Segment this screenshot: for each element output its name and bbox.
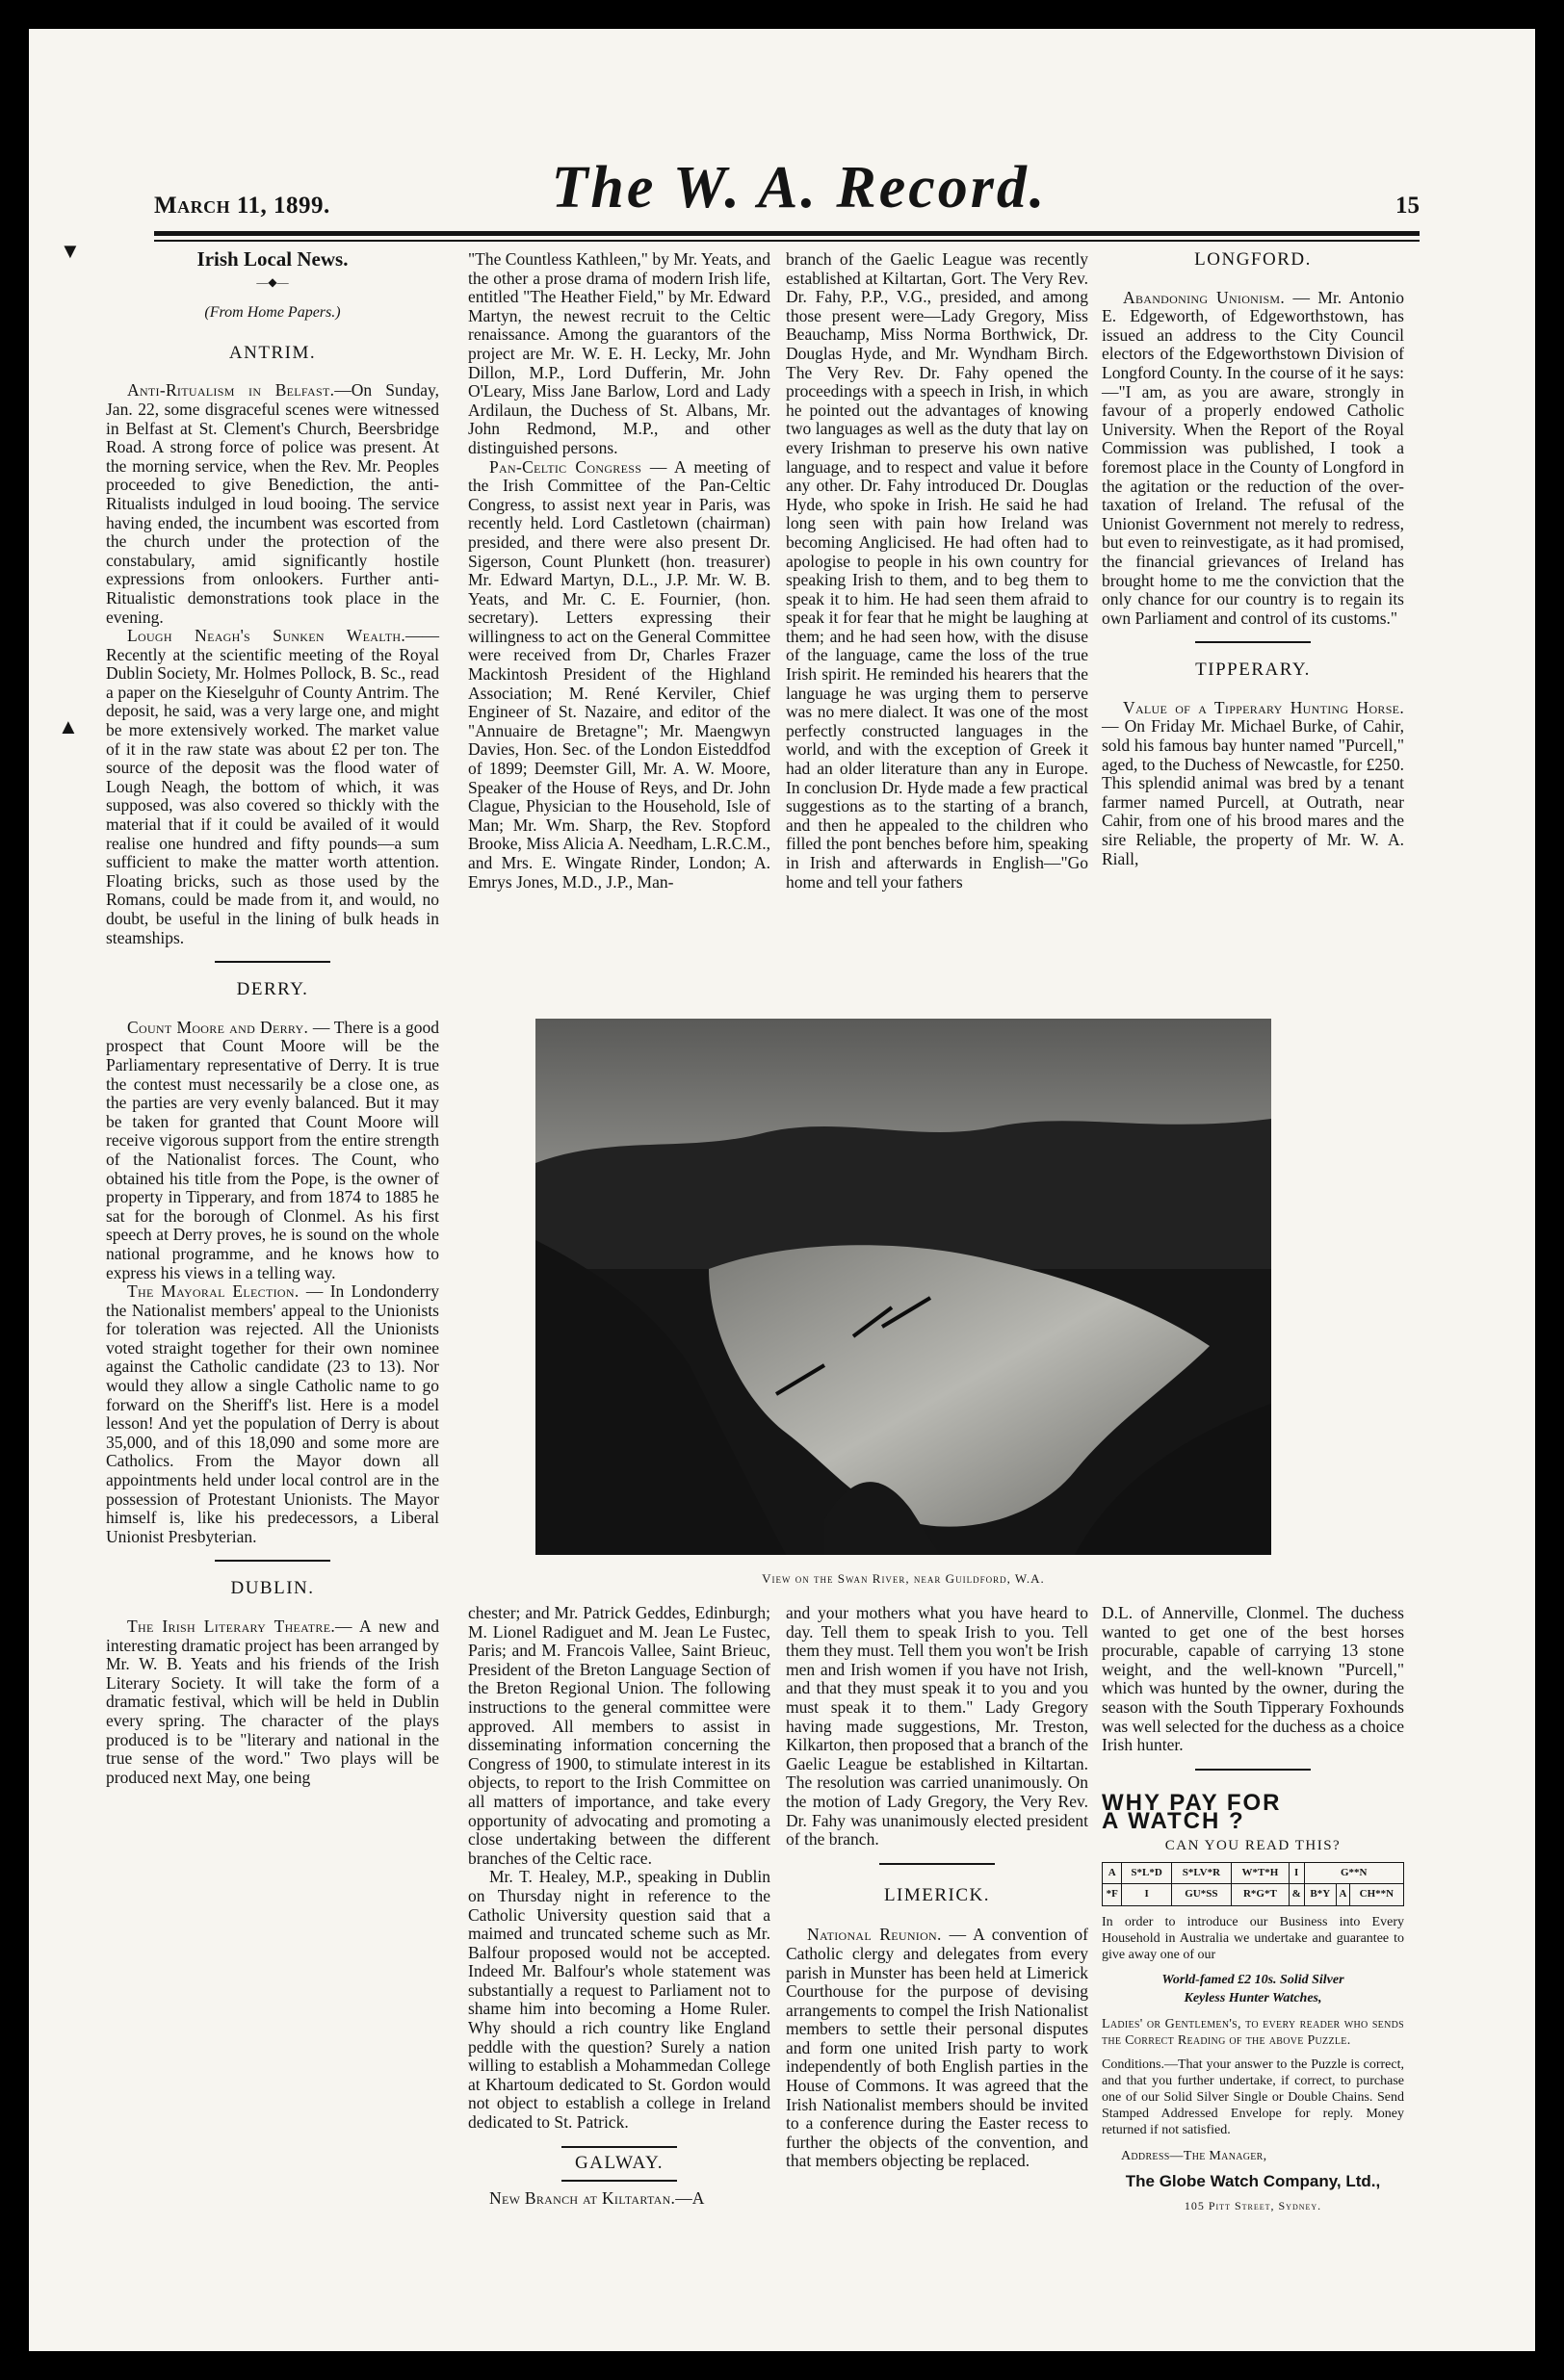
article-tipperary-horse bbox=[1102, 699, 1404, 868]
advert-street-address: 105 Pitt Street, Sydney. bbox=[1184, 2198, 1322, 2212]
article-body: ——Recently at the scientific meeting of the Royal Dublin Society, Mr. Holmes Pollock, B. Sc., read a paper on the Kieselguhr of County Antrim. The deposit, he said, was a very large one, and might be more extensively worked. The market value of it in the raw state was about £2 per ton. The source of the deposit was the flood water of Lough Neagh, the bottom of which, it was supposed, was also covered so thickly with the material that if it could be availed of it would realise one hundred and fifty pounds—a sum sufficient to make the matter worth attention. Floating bricks, such as those used by the Romans, could be made from it, and would, no doubt, be useful in the lining of bulk heads in steamships. bbox=[106, 626, 439, 947]
masthead-rule-thin bbox=[154, 240, 1420, 242]
section-divider bbox=[215, 961, 330, 963]
puzzle-cell: *F bbox=[1103, 1884, 1122, 1906]
margin-mark-middle: ▲ bbox=[58, 714, 79, 738]
section-title-dublin: DUBLIN. bbox=[230, 1578, 315, 1599]
column-2-top bbox=[468, 250, 770, 892]
source-note: (From Home Papers.) bbox=[204, 304, 341, 322]
section-title-galway: GALWAY. bbox=[575, 2152, 664, 2173]
article-continuation: chester; and Mr. Patrick Geddes, Edinburgh; M. Lionel Radiguet and M. Jean Le Fustec, Paris; and M. Francois Vallee, Saint Brieuc, President of the Breton Language Section of the Breton Regional Union. The following instructions to the general committee were approved. All members to assist in disseminating information concerning the Congress of 1900, to stimulate interest in its objects, to report to the Irish Committee on all matters of importance, and take every opportunity of advocating and promoting a close undertaking between the different branches of the Celtic race. bbox=[468, 1603, 770, 1868]
article-mayoral-election bbox=[106, 1282, 439, 1546]
column-4-bottom bbox=[1102, 1604, 1404, 2215]
article-lough-neagh bbox=[106, 627, 439, 947]
article-gaelic-league-branch: branch of the Gaelic League was recently established at Kiltartan, Gort. The Very Rev. Dr. Fahy, P.P., V.G., presided, and among those present were—Lady Gregory, Miss Beauchamp, Miss Norma Borthwick, Dr. Douglas Hyde, and Mr. Wyndham Birch. The Very Rev. Dr. Fahy opened the proceedings with a speech in Irish, in which he pointed out the advantages of knowing two languages as well as the duty that lay on every Irishman to preserve his own native language, and to respect and value it before any other. Dr. Fahy introduced Dr. Douglas Hyde, who spoke in Irish. He said he had long seen with pain how Ireland was becoming Anglicised. He had often had to apologise to people in his own country for speaking Irish to them, and to beg them to speak it to him. He had seen them afraid to speak it for fear that he might be laughing at them; and he had seen how, with the disuse of the language, came the loss of the true Irish spirit. He reminded his hearers that the language he was urging them to perserve was no mere dialect. It was one of the most perfectly constructed languages in the world, and with the exception of Greek it had an older literature than any in Europe. In conclusion Dr. Hyde made a few practical suggestions as to the starting of a branch, and then he appealed to the children who filled the pont benches before him, speaking in Irish and afterwards in English—"Go home and tell your fathers bbox=[786, 249, 1088, 892]
section-title-antrim: ANTRIM. bbox=[228, 342, 317, 363]
article-body: — There is a good prospect that Count Moore will be the Parliamentary representative of Derry. It is true the contest must necessarily be a close one, as the parties are very evenly balanced. But it may be taken for granted that Count Moore will receive vigorous support from the entire strength of the Nationalist forces. The Count, who obtained his title from the Pope, is the owner of property in Tipperary, and from 1874 to 1885 he sat for the borough of Clonmel. As his first speech at Derry proves, he is sound on the whole national programme, and he knows how to express his views in a telling way. bbox=[106, 1017, 439, 1282]
section-divider bbox=[1195, 641, 1311, 643]
masthead bbox=[154, 154, 1420, 231]
column-1 bbox=[106, 247, 439, 1787]
article-body: — In Londonderry the Nationalist members' appeal to the Unionists for toleration was rejected. All the Unionists voted straight together for their own nominee against the Catholic candidate (23 to 13). Nor would they allow a single Catholic name to go forward on the Sheriff's list. Here is a model lesson! And yet the population of Derry is about 35,000, and of this 18,090 and some more are Catholics. From the Mayor down all appointments held under local control are in the possession of Protestant Unionists. The Mayor himself is, like his predecessors, a Liberal Unionist Presbyterian. bbox=[106, 1281, 439, 1546]
section-heading-irish-local-news: Irish Local News. bbox=[196, 247, 349, 271]
puzzle-cell: I bbox=[1122, 1884, 1171, 1906]
article-body: —A bbox=[675, 2188, 705, 2209]
article-body: — A convention of Catholic clergy and delegates from every parish in Munster has been held at Limerick Courthouse for the purpose of devising arrangements to compel the Irish Nationalist members to settle their personal disputes and form one united Irish party to work independently of both English parties in the House of Commons. It was agreed that the Irish Nationalist members should be invited to a conference during the Easter recess to further the objects of the convention, and that members objecting be replaced. bbox=[786, 1925, 1088, 2171]
article-abandoning-unionism bbox=[1102, 289, 1404, 629]
puzzle-cell: W*T*H bbox=[1231, 1862, 1289, 1884]
advert-puzzle-prompt: CAN YOU READ THIS? bbox=[1164, 1837, 1342, 1853]
article-body: — A new and interesting dramatic project has been arranged by Mr. W. B. Yeats and his friends of the Irish Literary Society. It will take the form of a dramatic festival, which will be held in Dublin every spring. The character of the plays produced is to be "literary and national in the true sense of the word." Two plays will be produced next May, one being bbox=[106, 1617, 439, 1787]
section-divider bbox=[561, 2180, 677, 2182]
advert-conditions: Conditions.—That your answer to the Puzzle is correct, and that you further undertake, if correct, to purchase one of our Solid Silver Single or Double Chains. Send Stamped Addressed Envelope for reply. Money returned if not satisfied. bbox=[1102, 2057, 1404, 2137]
article-body: — On Friday Mr. Michael Burke, of Cahir, sold his famous bay hunter named "Purcell," aged, to the Duchess of Newcastle, for £250. This splendid animal was bred by a tenant farmer named Purcell, at Outrath, near Cahir, from one of his brood mares and the sire Reliable, the property of Mr. W. A. Riall, bbox=[1102, 716, 1404, 868]
article-pan-celtic-congress bbox=[468, 458, 770, 892]
advert-offer-line-2: Keyless Hunter Watches, bbox=[1184, 1991, 1322, 2006]
article-continuation: "The Countless Kathleen," by Mr. Yeats, and the other a prose drama of modern Irish life, entitled "The Heather Field," by Mr. Edward Martyn, the newest recruit to the Celtic renaissance. Among the guarantors of the project are Mr. W. E. H. Lecky, Mr. John Dillon, M.P., Lord Dufferin, Mr. John O'Leary, Miss Jane Barlow, Lord and Lady Ardilaun, the Duchess of St. Albans, Mr. John Redmond, M.P., and other distinguished persons. bbox=[468, 249, 770, 457]
article-national-reunion bbox=[786, 1926, 1088, 2171]
page-number: 15 bbox=[1395, 193, 1420, 219]
advert-offer-line-1: World-famed £2 10s. Solid Silver bbox=[1161, 1972, 1344, 1987]
section-title-longford: LONGFORD. bbox=[1194, 249, 1312, 270]
section-divider bbox=[215, 1560, 330, 1562]
margin-mark-top: ▼ bbox=[60, 239, 81, 263]
article-lead: National Reunion. bbox=[807, 1925, 942, 1945]
puzzle-cell: G**N bbox=[1304, 1862, 1404, 1884]
article-body: —On Sunday, Jan. 22, some disgraceful scenes were witnessed in Belfast at St. Clement's Church, Beersbridge Road. A strong force of police was present. At the morning service, when the Rev. Mr. Peoples proceeded to give Benediction, the anti-Ritualists indulged in loud booing. The service having ended, the incumbent was escorted from the church under the protection of the constabulary, amid significantly hostile expressions from onlookers. Further anti-Ritualistic demonstrations took place in the evening. bbox=[106, 380, 439, 627]
puzzle-cell: A bbox=[1337, 1884, 1350, 1906]
river-landscape-image bbox=[535, 1019, 1271, 1555]
puzzle-cell: GU*SS bbox=[1171, 1884, 1231, 1906]
article-body: — A meeting of the Irish Committee of the Pan-Celtic Congress, to assist next year in Paris, was recently held. Lord Castletown (chairman) presided, and there were also present Dr. Sigerson, Count Plunkett (hon. treasurer) Mr. Edward Martyn, D.L., J.P. Mr. W. B. Yeats, and Mr. C. E. Fournier, (hon. secretary). Letters expressing their willingness to act on the General Committee were received from Dr, Charles Frazer Mackintosh President of the Highland Association; M. René Kerviler, Chief Engineer of St. Nazaire, and editor of the "Annuaire de Bretagne"; Mr. Maengwyn Davies, Hon. Sec. of the London Eisteddfod of 1899; Deemster Gill, Mr. A. W. Moore, Speaker of the House of Reys, and Dr. John Clague, Physician to the Household, Isle of Man; Mr. Wm. Sharp, the Rev. Stopford Brooke, Miss Alicia A. Needham, L.R.C.M., and Mrs. E. Wingate Rinder, London; A. Emrys Jones, M.D., J.P., Man- bbox=[468, 456, 770, 892]
article-lead: New Branch at Kiltartan. bbox=[489, 2188, 676, 2209]
article-continuation: and your mothers what you have heard to day. Tell them to speak Irish to you. Tell them they must. Tell them you won't be Irish men and Irish women if you have not Irish, and that they must speak it to you and you must speak it to them." Lady Gregory having made suggestions, Mr. Treston, Kilkarton, then proposed that a branch of the Gaelic League be established in Kiltartan. The resolution was carried unanimously. On the motion of Lady Gregory, the Very Rev. Dr. Fahy was unanimously elected president of the branch. bbox=[786, 1603, 1088, 1850]
article-lead: Abandoning Unionism. bbox=[1123, 287, 1286, 307]
article-lead: Pan-Celtic Congress bbox=[489, 456, 642, 477]
puzzle-cell: R*G*T bbox=[1231, 1884, 1289, 1906]
photo-caption: View on the Swan River, near Guildford, W.A. bbox=[762, 1571, 1045, 1586]
puzzle-cell: I bbox=[1289, 1862, 1304, 1884]
section-divider bbox=[879, 1863, 995, 1865]
article-lead: Count Moore and Derry. bbox=[127, 1017, 309, 1037]
article-irish-literary-theatre bbox=[106, 1617, 439, 1787]
article-new-branch-kiltartan bbox=[468, 2189, 770, 2209]
column-3-bottom bbox=[786, 1604, 1088, 2171]
puzzle-cell: S*LV*R bbox=[1171, 1862, 1231, 1884]
column-4-top bbox=[1102, 250, 1404, 868]
advert-intro: In order to introduce our Business into Every Household in Australia we undertake and guarantee to give away one of our bbox=[1102, 1914, 1404, 1962]
puzzle-row bbox=[1103, 1862, 1404, 1884]
ornament-diamond-icon: —◆— bbox=[256, 274, 289, 289]
swan-river-photograph bbox=[535, 1019, 1271, 1555]
section-divider bbox=[1195, 1769, 1311, 1771]
section-title-derry: DERRY. bbox=[236, 979, 309, 1000]
article-lead: The Mayoral Election. bbox=[127, 1281, 300, 1302]
article-lead: The Irish Literary Theatre. bbox=[127, 1617, 336, 1636]
article-lead: Anti-Ritualism in Belfast. bbox=[127, 380, 335, 401]
issue-date: March 11, 1899. bbox=[154, 193, 330, 219]
puzzle-cell: A bbox=[1103, 1862, 1122, 1884]
article-healey-speech: Mr. T. Healey, M.P., speaking in Dublin on Thursday night in reference to the Catholic University question said that a maimed and truncated scheme such as Mr. Balfour proposed would not be accepted. Indeed Mr. Balfour's whole statement was substantially a request to Parliament not to shame him into becoming a Home Ruler. Why should a rich country like England peddle with the question? Surely a nation willing to establish a Mohammedan College at Khartoum dedicated to St. Gordon would not object to establish a college in Ireland dedicated to St. Patrick. bbox=[468, 1867, 770, 2133]
column-3-top bbox=[786, 250, 1088, 892]
advert-title-line-2: A WATCH ? bbox=[1102, 1808, 1245, 1835]
puzzle-row bbox=[1103, 1884, 1404, 1906]
masthead-rule bbox=[154, 231, 1420, 236]
watch-advertisement bbox=[1102, 1789, 1404, 2215]
advert-address-label: Address—The Manager, bbox=[1121, 2148, 1267, 2163]
article-lead: Lough Neagh's Sunken Wealth. bbox=[127, 626, 405, 646]
column-2-bottom bbox=[468, 1604, 770, 2209]
newspaper-title: The W. A. Record. bbox=[551, 155, 1048, 220]
advert-title-line-1: WHY PAY FOR bbox=[1102, 1789, 1282, 1816]
advert-ladies: Ladies' or Gentlemen's, to every reader who sends the Correct Reading of the above Puzzle. bbox=[1102, 2016, 1404, 2048]
puzzle-cell: CH**N bbox=[1349, 1884, 1403, 1906]
puzzle-table bbox=[1102, 1862, 1404, 1906]
puzzle-cell: & bbox=[1289, 1884, 1304, 1906]
article-body: — Mr. Antonio E. Edgeworth, of Edgeworthstown, has issued an address to the City Council electors of the Edgeworthstown Division of Longford County. In the course of it he says:—"I am, as you are aware, strongly in favour of a properly endowed Catholic University. When the Report of the Royal Commission was published, I took a foremost place in the County of Longford in the agitation or the reduction of the over-taxation of Ireland. The refusal of the Unionist Government not merely to redress, but even to reinvestigate, as it had promised, the financial grievances of Ireland has brought home to me the conviction that the only chance for our country is to regain its own Parliament and control of its customs." bbox=[1102, 287, 1404, 628]
article-lead: Value of a Tipperary Hunting Horse. bbox=[1123, 697, 1404, 717]
article-anti-ritualism bbox=[106, 381, 439, 627]
section-title-limerick: LIMERICK. bbox=[883, 1884, 991, 1905]
article-continuation: D.L. of Annerville, Clonmel. The duchess wanted to get one of the best horses procurable, capable of carrying 13 stone weight, and the well-known "Purcell," which was hunted by the owner, during the season with the South Tipperary Foxhounds was well selected for the duchess as a choice Irish hunter. bbox=[1102, 1603, 1404, 1755]
advert-company-name: The Globe Watch Company, Ltd., bbox=[1125, 2171, 1381, 2190]
article-count-moore bbox=[106, 1019, 439, 1282]
section-divider bbox=[561, 2146, 677, 2148]
puzzle-cell: S*L*D bbox=[1122, 1862, 1171, 1884]
section-title-tipperary: TIPPERARY. bbox=[1195, 660, 1311, 681]
puzzle-cell: B*Y bbox=[1304, 1884, 1337, 1906]
newspaper-page bbox=[29, 29, 1535, 2351]
